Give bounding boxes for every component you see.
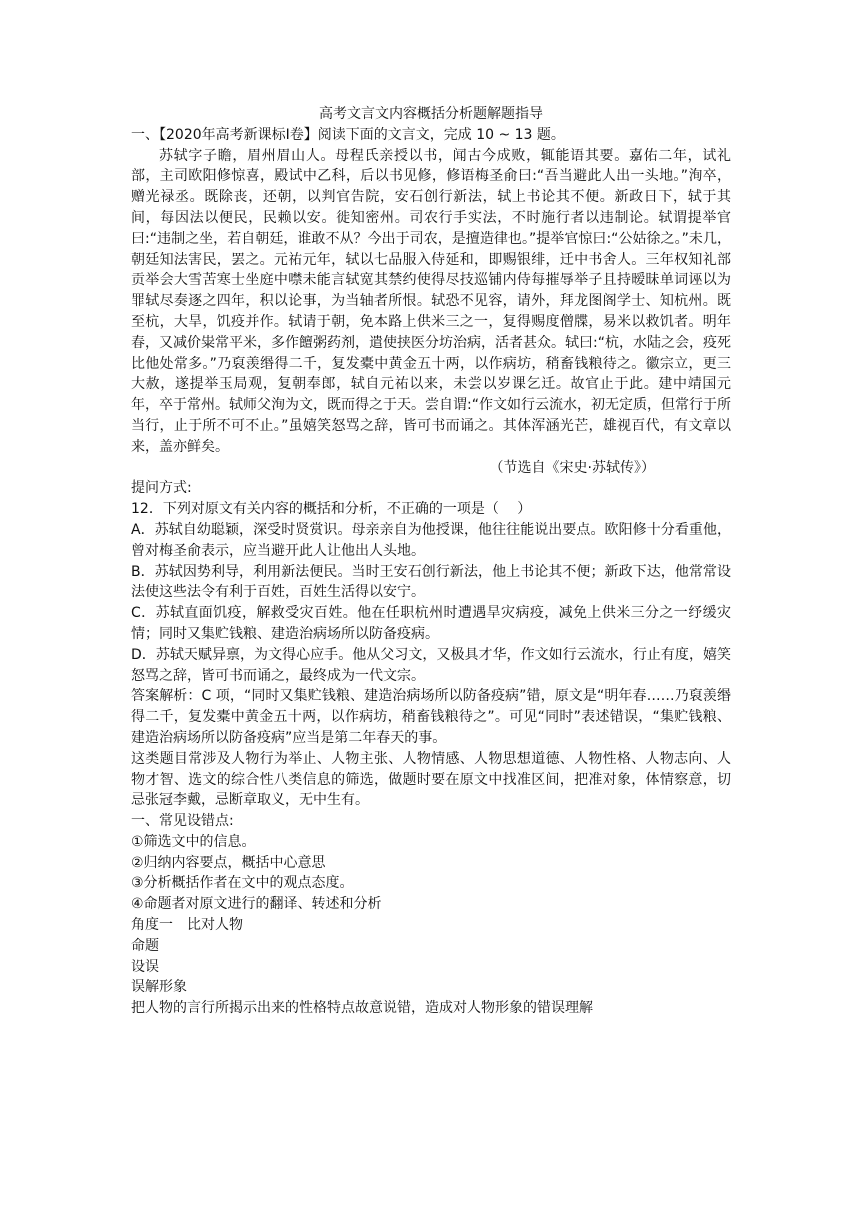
error-point-item: ①筛选文中的信息。: [131, 833, 256, 850]
answer-analysis: 答案解析：C 项，“同时又集贮钱粮、建造治病场所以防备疫病”错，原文是“明年春……乃裒羡缗得二千，复发橐中黄金五十两，以作病坊，稍畜钱粮待之”。可见“同时”表述错误，“集贮钱粮、建造治病场所以防备疫病”应当是第二年春天的事。: [131, 688, 731, 746]
error-point-item: ④命题者对原文进行的翻译、转述和分析: [131, 896, 382, 913]
question-stem: 12．下列对原文有关内容的概括和分析，不正确的一项是（ ）: [131, 501, 532, 518]
question-mode-label: 提问方式:: [131, 480, 192, 497]
angle-label-proposition: 命题: [131, 937, 159, 954]
passage-source: （节选自《宋史·苏轼传》）: [489, 459, 655, 476]
option-c: C．苏轼直面饥疫，解救受灾百姓。他在任职杭州时遭遇旱灾病疫，减免上供米三分之一纾缓灾情；同时又集贮钱粮、建造治病场所以防备疫病。: [131, 605, 731, 642]
option-a: A．苏轼自幼聪颖，深受时贤赏识。母亲亲自为他授课，他往往能说出要点。欧阳修十分看重他，曾对梅圣俞表示，应当避开此人让他出人头地。: [131, 521, 731, 559]
angle-description: 把人物的言行所揭示出来的性格特点故意说错，造成对人物形象的错误理解: [131, 1000, 593, 1017]
classical-passage: 苏轼字子瞻，眉州眉山人。母程氏亲授以书，闻古今成败，辄能语其要。嘉佑二年，试礼部，主司欧阳修惊喜，殿试中乙科，后以书见修，修语梅圣俞曰:“吾当避此人出一头地。”洵卒，赠光禄丞。既除丧，还朝，以判官告院，安石创行新法，轼上书论其不便。新政日下，轼于其间，每因法以便民，民赖以安。徙知密州。司农行手实法，不时施行者以违制论。轼谓提举官曰:“违制之坐，若自朝廷，谁敢不从？今出于司农，是擅造律也。”提举官惊曰:“公姑徐之。”未几，朝廷知法害民，罢之。元祐元年，轼以七品服入侍延和，即赐银绯，迁中书舍人。三年权知礼部贡举会大雪苦寒士坐庭中噤未能言轼宽其禁约使得尽技巡铺内侍每摧辱举子且持暧昧单词诬以为罪轼尽奏逐之四年，积以论事，为当轴者所恨。轼恐不见容，请外，拜龙图阁学士、知杭州。既至杭，大旱，饥疫并作。轼请于朝，免本路上供米三之一，复得赐度僧牒，易米以救饥者。明年春，又减价粜常平米，多作饘粥药剂，遣使挟医分坊治病，活者甚众。轼曰:“杭，水陆之会，疫死比他处常多。”乃裒羡缗得二千，复发橐中黄金五十两，以作病坊，稍畜钱粮待之。徽宗立，更三大赦，遂提举玉局观，复朝奉郎，轼自元祐以来，未尝以岁课乞迁。故官止于此。建中靖国元年，卒于常州。轼师父洵为文，既而得之于天。尝自谓:“作文如行云流水，初无定质，但常行于所当行，止于所不可不止。”虽嬉笑怒骂之辞，皆可书而诵之。其体浑涵光芒，雄视百代，有文章以来，盖亦鲜矣。: [131, 147, 731, 455]
error-point-item: ③分析概括作者在文中的观点态度。: [131, 875, 354, 892]
option-b: B．苏轼因势利导，利用新法便民。当时王安石创行新法，他上书论其不便；新政下达，他常常设法使这些法令有利于百姓，百姓生活得以安宁。: [131, 563, 731, 601]
angle-label-misread: 误解形象: [131, 979, 187, 996]
error-point-item: ②归纳内容要点，概括中心意思: [131, 854, 326, 871]
option-d: D．苏轼天赋异禀，为文得心应手。他从父习文，又极具才华，作文如行云流水，行止有度，嬉笑怒骂之辞，皆可书而诵之，最终成为一代文宗。: [131, 646, 731, 684]
document-title: 高考文言文内容概括分析题解题指导: [319, 106, 543, 122]
section-heading: 一、【2020年高考新课标Ⅰ卷】阅读下面的文言文，完成 10 ~ 13 题。: [131, 126, 565, 143]
error-points-heading: 一、常见设错点:: [131, 813, 234, 830]
summary-paragraph: 这类题目常涉及人物行为举止、人物主张、人物情感、人物思想道德、人物性格、人物志向、人物才智、选文的综合性八类信息的筛选，做题时要在原文中找准区间，把准对象，体情察意，切忌张冠李戴，忌断章取义，无中生有。: [131, 750, 731, 809]
document-page: [131, 104, 731, 1019]
angle-title: 角度一 比对人物: [131, 917, 243, 934]
angle-label-error: 设误: [131, 958, 159, 975]
